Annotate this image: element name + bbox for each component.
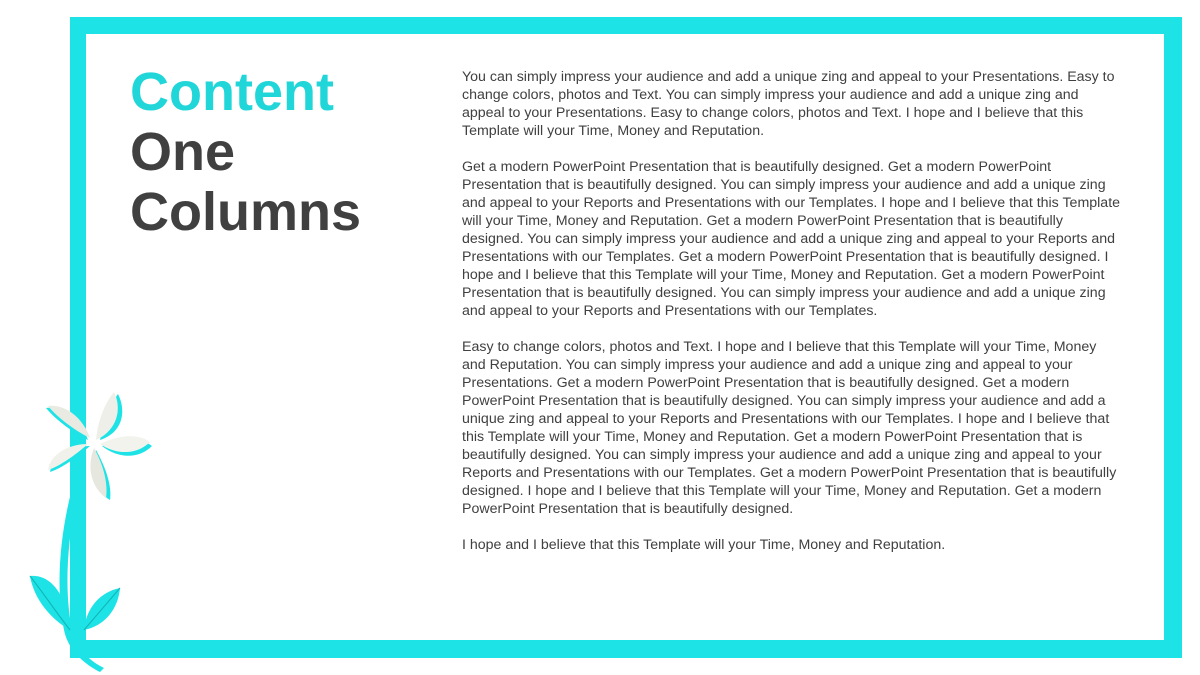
paragraph-3: Easy to change colors, photos and Text. I hope and I believe that this Template will your Time, Money and Reputation. You can simply impress your audience and add a unique zing and appeal to your Presentations. Get a modern PowerPoint Presentation that is beautifully designed. Get a modern PowerPoint Presentation that is beautifully designed. You can simply impress your audience and add a unique zing and appeal to your Reports and Presentations with our Templates. I hope and I believe that this Template will your Time, Money and Reputation. Get a modern PowerPoint Presentation that is beautifully designed. You can simply impress your audience and add a unique zing and appeal to your Reports and Presentations with our Templates. Get a modern PowerPoint Presentation that is beautifully designed. I hope and I believe that this Template will your Time, Money and Reputation. Get a modern PowerPoint Presentation that is beautifully designed. <box>462 339 1117 517</box>
title-line-3: Columns <box>130 182 362 242</box>
title-accent-word: Content <box>130 62 334 122</box>
paragraph-2: Get a modern PowerPoint Presentation that is beautifully designed. Get a modern PowerPoint Presentation that is beautifully designed. You can simply impress your audience and add a unique zing and appeal to your Reports and Presentations with our Templates. I hope and I believe that this Template will your Time, Money and Reputation. Get a modern PowerPoint Presentation that is beautifully designed. You can simply impress your audience and add a unique zing and appeal to your Reports and Presentations with our Templates. Get a modern PowerPoint Presentation that is beautifully designed. I hope and I believe that this Template will your Time, Money and Reputation. Get a modern PowerPoint Presentation that is beautifully designed. You can simply impress your audience and add a unique zing and appeal to your Reports and Presentations with our Templates. <box>462 159 1121 319</box>
slide-title <box>130 62 361 242</box>
paragraph-1: You can simply impress your audience and add a unique zing and appeal to your Presentations. Easy to change colors, photos and Text. You can simply impress your audience and add a unique zing and appeal to your Presentations. Easy to change colors, photos and Text. I hope and I believe that this Template will your Time, Money and Reputation. <box>462 69 1115 139</box>
title-line-2: One <box>130 122 236 182</box>
flower-icon <box>0 380 170 675</box>
paragraph-4: I hope and I believe that this Template will your Time, Money and Reputation. <box>462 537 946 553</box>
body-text-column <box>462 68 1122 572</box>
